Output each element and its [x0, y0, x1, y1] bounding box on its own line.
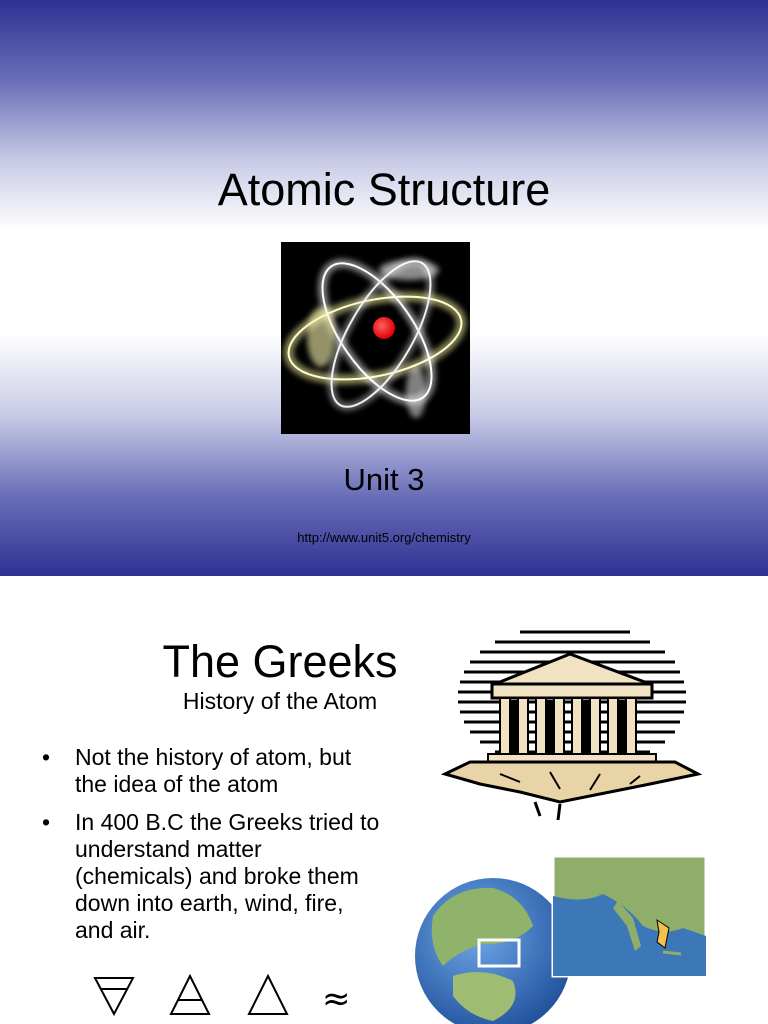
bullet-line: In 400 B.C the Greeks tried to: [75, 809, 380, 835]
bullet-line: Not the history of atom, but: [75, 744, 352, 770]
mediterranean-map-icon: [553, 856, 706, 976]
greece-map-image: [413, 856, 713, 1024]
slide-subtitle: Unit 3: [343, 462, 425, 497]
air-symbol-icon: [171, 976, 209, 1014]
atom-icon: [281, 242, 470, 434]
slide-title: Atomic Structure: [217, 164, 551, 215]
atom-image: [281, 242, 470, 434]
slide-title: The Greeks: [162, 636, 398, 687]
slide-divider: [0, 576, 768, 584]
earth-symbol-icon: [95, 978, 133, 1014]
bullet-line: and air.: [75, 917, 151, 943]
bullet-item: [42, 744, 432, 798]
greeks-slide: [0, 584, 768, 1024]
bullet-line: (chemicals) and broke them: [75, 863, 359, 889]
parthenon-icon: [445, 632, 698, 820]
bullet-line: down into earth, wind, fire,: [75, 890, 344, 916]
bullet-list: [42, 744, 432, 955]
source-url: http://www.unit5.org/chemistry: [297, 530, 471, 545]
globe-icon: [415, 878, 571, 1024]
bullet-line: understand matter: [75, 836, 262, 862]
element-symbols: [90, 972, 380, 1022]
bullet-line: the idea of the atom: [75, 771, 279, 797]
bullet-item: [42, 809, 432, 944]
parthenon-image: [440, 624, 702, 824]
bullet-marker: •: [42, 744, 51, 770]
fire-symbol-icon: [249, 976, 287, 1014]
bullet-marker: •: [42, 809, 51, 835]
water-symbol-icon: ≈: [322, 979, 351, 1019]
slide-subtitle: History of the Atom: [182, 688, 378, 714]
